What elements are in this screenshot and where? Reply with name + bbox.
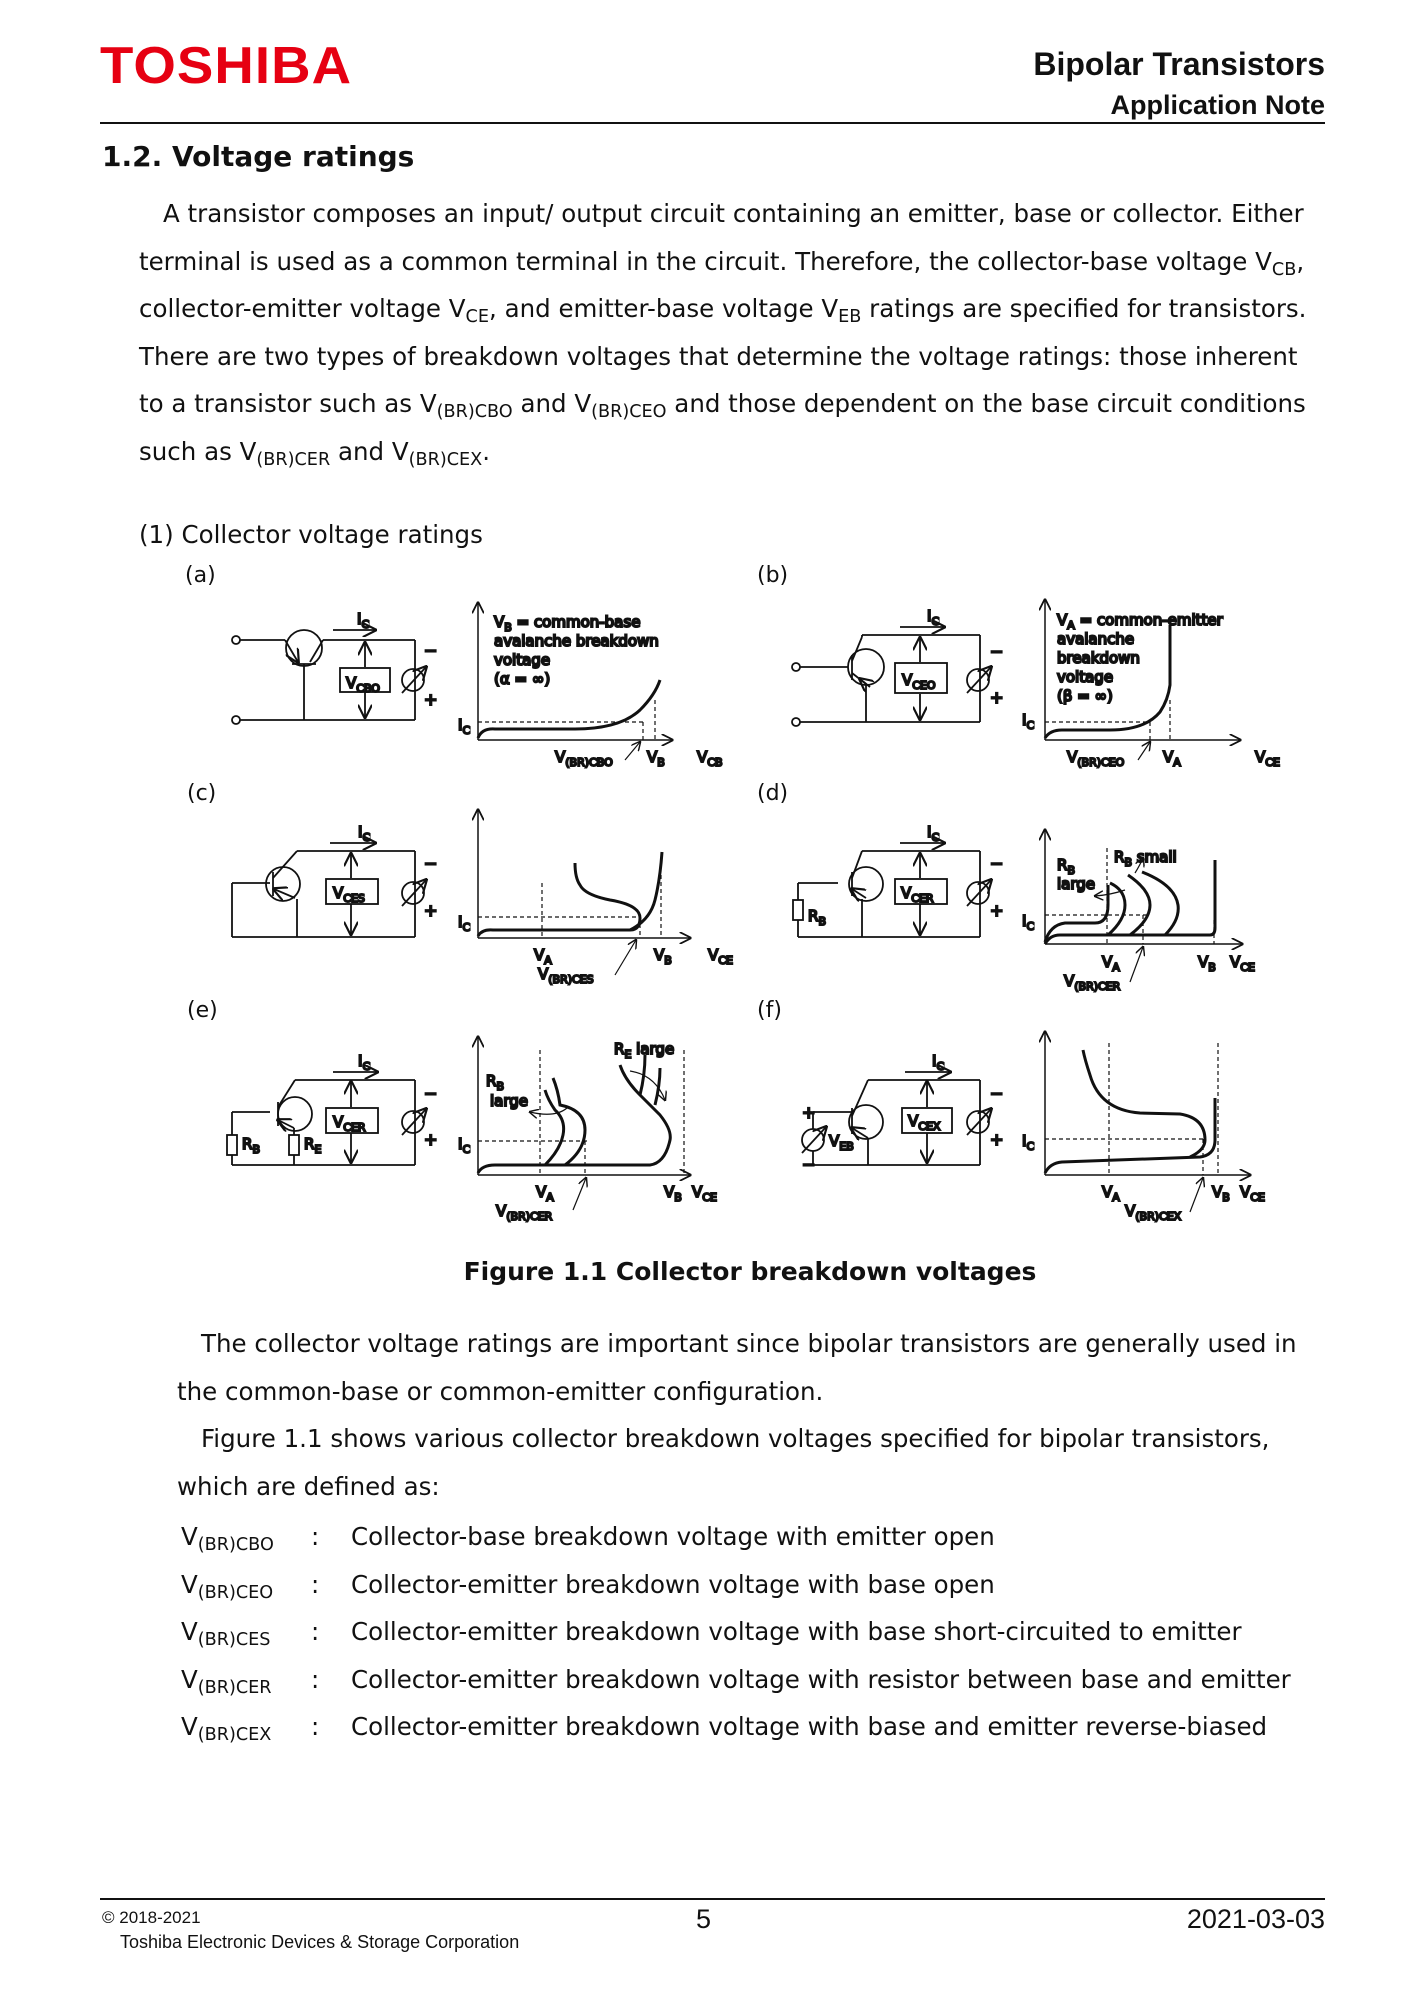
svg-text:VCE: $V_{CE}$ [1255, 748, 1280, 769]
svg-text:−: − [990, 1084, 1004, 1103]
svg-text:−: − [990, 642, 1004, 661]
definition-row: $V_{(BR)CEO}$ : Collector-emitter breakdown voltage with base open [181, 1569, 995, 1603]
svg-text:+: + [424, 1130, 438, 1149]
definition-symbol: $V_{(BR)CES}$ [181, 1617, 271, 1651]
svg-text:VCEO: $V_{CEO}$ [902, 671, 936, 692]
svg-text:V(BR)CBO: $V_{(BR)CBO}$ [555, 748, 613, 769]
svg-text:+: + [990, 1130, 1004, 1149]
footer-date: 2021-03-03 [1186, 1904, 1325, 1934]
definition-text: Collector-emitter breakdown voltage with base and emitter reverse-biased [351, 1712, 1268, 1742]
body-paragraph-1: The collector voltage ratings are important since bipolar transistors are generally used in the common-base or common-emitter configuration. [177, 1329, 1297, 1406]
svg-text:IC: $I_C$ [1022, 912, 1035, 933]
svg-text:+: + [424, 901, 438, 920]
svg-text:V(BR)CER: $V_{(BR)CER}$ [1064, 972, 1121, 993]
svg-text:voltage: voltage [1057, 668, 1114, 686]
svg-text:IC: $I_C$ [358, 1052, 371, 1073]
svg-text:VB: $V_B$ [654, 946, 672, 967]
svg-text:−: − [424, 641, 438, 660]
svg-text:RB: $R_B$ [486, 1072, 504, 1093]
svg-text:IC: $I_C$ [1022, 711, 1035, 732]
svg-text:V(BR)CER: $V_{(BR)CER}$ [496, 1202, 553, 1223]
svg-text:VB: $V_B$ [1198, 953, 1216, 974]
svg-text:IC: $I_C$ [927, 607, 940, 628]
svg-text:VB: $V_B$ [664, 1183, 682, 1204]
section-title: 1.2. Voltage ratings [102, 140, 415, 173]
definition-row: $V_{(BR)CER}$ : Collector-emitter breakdown voltage with resistor between base and emitter [181, 1664, 1291, 1698]
svg-text:−: − [990, 854, 1004, 873]
header-title: Bipolar Transistors [1033, 46, 1325, 82]
svg-text:(α = ∞): (α = ∞) [494, 670, 551, 688]
svg-text:RE large: $R_E$ large [614, 1040, 675, 1061]
svg-text:VCBO: $V_{CBO}$ [346, 674, 380, 695]
definition-symbol: $V_{(BR)CER}$ [181, 1664, 272, 1698]
definition-symbol: $V_{(BR)CBO}$ [181, 1522, 274, 1556]
svg-text:VA: $V_A$ [1102, 1183, 1120, 1204]
svg-text:IC: $I_C$ [458, 913, 471, 934]
svg-text:VCER: $V_{CER}$ [333, 1113, 366, 1134]
intro-paragraph: A transistor composes an input/ output circuit containing an emitter, base or collector. Either terminal is used as a common terminal in the circuit. Therefore, the collector-base voltage $V_{CB}$, collector-emitter voltage $V_{CE}$, and emitter-base voltage $V_{EB}$ ratings are specified for transistors. There are two types of breakdown voltages that determine the voltage ratings: those inherent to a transistor such as $V_{(BR)CBO}$ and $V_{(BR)CEO}$ and those dependent on the base circuit conditions such as $V_{(BR)CER}$ and $V_{(BR)CEX}$. [139, 199, 1307, 470]
svg-text:+: + [990, 901, 1004, 920]
svg-text:RB: $R_B$ [1057, 856, 1075, 877]
svg-text:IC: $I_C$ [1022, 1132, 1035, 1153]
svg-text:−: − [424, 1084, 438, 1103]
body-paragraph-2: Figure 1.1 shows various collector breakdown voltages specified for bipolar transistors, which are defined as: [177, 1424, 1270, 1501]
panel-a-label: (a) [185, 563, 216, 588]
svg-text:VB: $V_B$ [647, 748, 665, 769]
figure-caption: Figure 1.1 Collector breakdown voltages [463, 1257, 1037, 1286]
subsection-title: (1) Collector voltage ratings [139, 520, 483, 549]
svg-text:VCB: $V_{CB}$ [697, 748, 723, 769]
svg-text:V(BR)CES: $V_{(BR)CES}$ [538, 965, 594, 986]
svg-text:VA: $V_A$ [534, 946, 552, 967]
svg-text:IC: $I_C$ [932, 1052, 945, 1073]
svg-text:IC: $I_C$ [458, 716, 471, 737]
svg-text:VA = common-emitter: $V_A$ = common-emitter [1057, 611, 1223, 632]
graph-e [478, 1037, 690, 1210]
definition-row: $V_{(BR)CEX}$ : Collector-emitter breakdown voltage with base and emitter reverse-biased [181, 1712, 1268, 1746]
svg-text:V(BR)CEO: $V_{(BR)CEO}$ [1067, 748, 1125, 769]
page-number: 5 [696, 1904, 712, 1934]
svg-text:RB: $R_B$ [242, 1135, 260, 1156]
svg-text:(β = ∞): (β = ∞) [1057, 687, 1113, 705]
definition-row: $V_{(BR)CES}$ : Collector-emitter breakdown voltage with base short-circuited to emitter [181, 1617, 1242, 1651]
svg-text:IC: $I_C$ [927, 823, 940, 844]
svg-text:+: + [802, 1103, 816, 1122]
svg-text:IC: $I_C$ [357, 610, 370, 631]
svg-text:breakdown: breakdown [1057, 649, 1140, 667]
svg-text:+: + [990, 688, 1004, 707]
footer-copyright: © 2018-2021 [102, 1908, 201, 1927]
panel-b-label: (b) [757, 563, 789, 588]
svg-text:RB: $R_B$ [808, 907, 826, 928]
svg-text:VA: $V_A$ [536, 1183, 554, 1204]
definition-text: Collector-base breakdown voltage with emitter open [351, 1522, 995, 1552]
definition-symbol: $V_{(BR)CEX}$ [181, 1712, 272, 1746]
svg-text:VCE: $V_{CE}$ [1240, 1183, 1265, 1204]
svg-text:avalanche breakdown: avalanche breakdown [494, 632, 659, 650]
svg-text:VA: $V_A$ [1102, 953, 1120, 974]
panel-c-label: (c) [187, 781, 217, 806]
svg-text:VCE: $V_{CE}$ [692, 1183, 717, 1204]
svg-text:+: + [424, 690, 438, 709]
svg-text:−: − [802, 1155, 816, 1174]
panel-f-label: (f) [757, 998, 782, 1023]
header-subtitle: Application Note [1110, 90, 1325, 120]
svg-text:large: large [490, 1092, 529, 1110]
circuit-b [792, 627, 991, 726]
svg-text:VEB: $V_{EB}$ [829, 1132, 854, 1153]
definition-list [181, 1513, 1291, 1751]
circuit-a [232, 630, 426, 724]
svg-text:VA: $V_A$ [1163, 748, 1181, 769]
definition-text: Collector-emitter breakdown voltage with base short-circuited to emitter [351, 1617, 1242, 1647]
svg-text:VCE: $V_{CE}$ [1230, 953, 1255, 974]
definition-row: $V_{(BR)CBO}$ : Collector-base breakdown voltage with emitter open [181, 1522, 995, 1556]
body-paragraph [177, 1320, 1327, 1510]
definition-text: Collector-emitter breakdown voltage with resistor between base and emitter [351, 1664, 1291, 1694]
svg-text:voltage: voltage [494, 651, 551, 669]
panel-d-label: (d) [757, 781, 789, 806]
footer-company: Toshiba Electronic Devices & Storage Corporation [120, 1932, 520, 1952]
svg-text:large: large [1057, 875, 1096, 893]
svg-text:avalanche: avalanche [1057, 630, 1135, 648]
svg-text:RB small: $R_B$ small [1114, 848, 1177, 869]
svg-text:VCE: $V_{CE}$ [708, 946, 733, 967]
svg-text:VCER: $V_{CER}$ [901, 884, 934, 905]
footer-divider [100, 1898, 1325, 1900]
definition-symbol: $V_{(BR)CEO}$ [181, 1569, 274, 1603]
toshiba-logo: TOSHIBA [100, 37, 353, 95]
definition-text: Collector-emitter breakdown voltage with base open [351, 1569, 995, 1599]
svg-text:VCES: $V_{CES}$ [333, 884, 365, 905]
svg-text:VCEX: $V_{CEX}$ [908, 1112, 941, 1133]
svg-text:RE: $R_E$ [304, 1135, 322, 1156]
svg-text:V(BR)CEX: $V_{(BR)CEX}$ [1125, 1202, 1182, 1223]
panel-e-label: (e) [187, 998, 218, 1023]
circuit-c [232, 843, 426, 937]
svg-text:VB: $V_B$ [1212, 1183, 1230, 1204]
svg-text:−: − [424, 854, 438, 873]
svg-text:IC: $I_C$ [358, 823, 371, 844]
svg-text:IC: $I_C$ [458, 1135, 471, 1156]
circuit-f [802, 1072, 991, 1165]
svg-text:VB = common-base: $V_B$ = common-base [494, 613, 641, 634]
